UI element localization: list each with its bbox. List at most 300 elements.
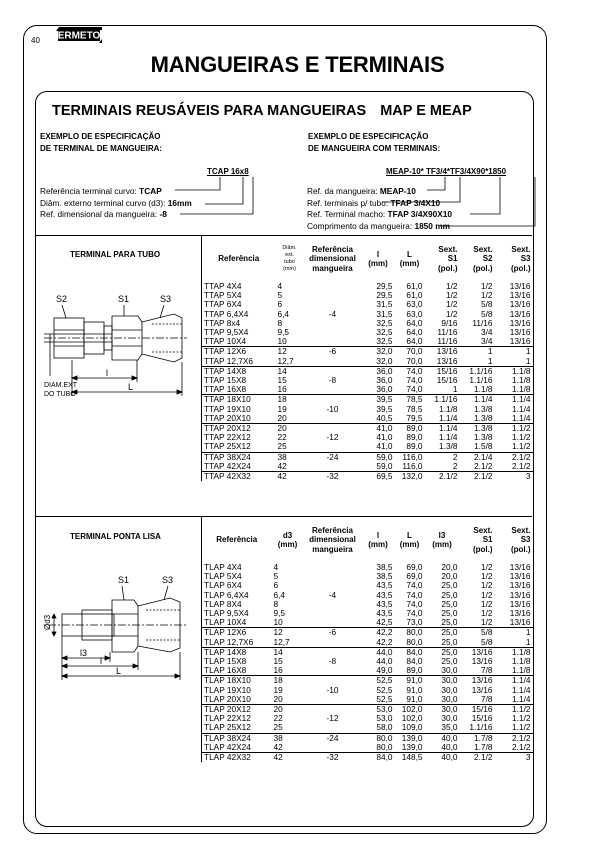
cell-value: 25,0: [425, 647, 460, 657]
cell-dim: -8: [328, 656, 337, 667]
cell-value: 1.1/2: [512, 713, 531, 724]
cell-value: 40,5: [376, 412, 393, 423]
cell-value: 1.1/4: [512, 693, 531, 704]
cell-value: 1/2: [445, 281, 458, 291]
cell-value: 11/16: [437, 327, 458, 338]
cell-ref: TLAP 9,5X4: [202, 609, 272, 618]
cell-value: 25,0: [441, 608, 458, 619]
example-right-code-text: MEAP-10* TF3/4*TF3/4X90*1850: [386, 167, 507, 176]
cell-value: 80,0: [395, 628, 425, 638]
cell-value: 1/2: [445, 308, 458, 319]
cell-value: 13/16: [509, 290, 531, 301]
table2-label: TERMINAL PONTA LISA: [70, 532, 161, 541]
cell-value: 1/2: [445, 299, 458, 310]
cell-value: 1.1/8: [512, 375, 531, 386]
cell-ref: TLAP 22X12: [202, 714, 272, 723]
cell-value: 58,0: [376, 722, 393, 733]
table-row: [202, 638, 533, 648]
example-right-line-3-value: TFAP 3/4X90X10: [387, 209, 452, 219]
cell-diam: 9,5: [277, 327, 290, 338]
cell-value: 69,5: [362, 472, 395, 482]
cell-ref: TTAP 10X4: [202, 337, 276, 347]
cell-value: 30,0: [425, 705, 460, 715]
cell-value: 32,5: [376, 336, 393, 347]
cell-value: 30,0: [441, 684, 458, 695]
cell-ref: TLAP 20X10: [202, 695, 272, 705]
cell-value: 15/16: [425, 366, 460, 376]
t2-h-l3-0: l3: [438, 530, 446, 540]
cell-ref: TTAP 9,5X4: [202, 328, 276, 337]
cell-value: 2.1/2: [495, 452, 533, 462]
t1-h-diam-0: Diâm.: [282, 245, 297, 251]
cell-value: 2.1/4: [460, 452, 495, 462]
cell-value: 11/16: [472, 317, 493, 328]
cell-value: 1: [495, 347, 533, 357]
draw1-label-s3: S3: [160, 294, 172, 304]
t2-h-s3-2: (pol.): [510, 544, 531, 554]
cell-ref: TTAP 8x4: [202, 319, 276, 328]
cell-value: 78,5: [395, 395, 425, 405]
t2-h-dim-2: mangueira: [312, 544, 353, 554]
draw1-label-l: l: [106, 368, 108, 378]
cell-value: 1.1/4: [512, 412, 531, 423]
t1-h-l-0: l: [376, 249, 380, 259]
cell-value: 40,0: [441, 741, 458, 752]
cell-value: 32,0: [362, 347, 395, 357]
cell-ref: TTAP 42X24: [202, 462, 276, 472]
cell-value: 1.1/4: [495, 395, 533, 405]
cell-value: 1.1/16: [460, 366, 495, 376]
cell-value: 148,5: [395, 753, 425, 763]
t1-h-s2-2: (pol.): [472, 263, 493, 273]
t2-h-s1: [460, 517, 495, 563]
cell-diam: 20: [272, 705, 304, 715]
cell-value: 42,5: [376, 617, 393, 628]
example-right-line-1-text: Ref. da mangueira:: [307, 186, 380, 196]
cell-ref: TLAP 8X4: [202, 600, 272, 609]
cell-diam: 38: [276, 452, 304, 462]
t1-h-diam-3: (mm): [283, 266, 296, 272]
cell-value: 5/8: [480, 636, 493, 647]
cell-value: 79,5: [406, 412, 423, 423]
cell-value: 102,0: [395, 705, 425, 715]
cell-value: 38,5: [376, 562, 393, 572]
cell-value: 61,0: [406, 281, 423, 291]
cell-dim: -4: [328, 589, 337, 600]
cell-value: 32,5: [376, 317, 393, 328]
cell-value: 15/16: [460, 705, 495, 715]
example-left-line-1-text: Referência terminal curvo:: [40, 186, 140, 196]
cell-diam: 16: [273, 665, 283, 676]
cell-value: 59,0: [376, 460, 393, 471]
cell-value: 13/16: [509, 299, 531, 310]
cell-value: 38,5: [376, 571, 393, 582]
cell-value: 1.5/8: [474, 441, 493, 452]
example-left-line-3-text: Ref. dimensional da mangueira:: [40, 209, 160, 219]
cell-dim: -6: [304, 347, 362, 357]
t2-h-dim: [304, 517, 362, 563]
cell-ref: TLAP 38X24: [202, 733, 272, 743]
cell-value: 1/2: [480, 598, 493, 609]
cell-value: 5/8: [460, 628, 495, 638]
panel-terminal-tubo: [36, 235, 532, 516]
t2-h-d3-1: (mm): [277, 540, 298, 549]
cell-value: 40,0: [425, 753, 460, 763]
cell-value: 13/16: [509, 571, 531, 582]
cell-value: 1/2: [480, 589, 493, 600]
t1-h-s1-0: Sext.: [438, 244, 458, 254]
cell-value: 1.1/2: [512, 441, 531, 452]
cell-value: 1: [495, 628, 533, 638]
cell-diam: 42: [273, 741, 283, 752]
t1-h-s1-1: S1: [447, 254, 458, 264]
cell-value: 25,0: [441, 617, 458, 628]
example-right-line-2-value: TFAP 3/4X10: [390, 198, 441, 208]
example-left-code-text: TCAP 16x8: [207, 167, 249, 176]
cell-value: 41,0: [376, 441, 393, 452]
t1-h-l-1: (mm): [368, 259, 388, 268]
cell-value: 36,0: [362, 366, 395, 376]
cell-value: 30,0: [441, 713, 458, 724]
cell-value: 1.1/16: [425, 395, 460, 405]
cell-ref: TLAP 5X4: [202, 572, 272, 581]
cell-ref: TLAP 16X8: [202, 666, 272, 676]
cell-diam: 15: [277, 375, 287, 386]
t2-h-L: [395, 517, 425, 563]
draw2-label-s3: S3: [162, 575, 174, 585]
cell-ref: TTAP 38X24: [202, 452, 276, 462]
cell-value: 3/4: [480, 327, 493, 338]
page-title: MANGUEIRAS E TERMINAIS: [150, 52, 445, 77]
draw2-label-d3: Ød3: [43, 614, 52, 630]
cell-diam: 22: [277, 432, 287, 443]
cell-value: 2.1/2: [495, 733, 533, 743]
cell-value: 35,0: [441, 722, 458, 733]
cell-dim: [304, 563, 362, 572]
cell-value: 32,0: [376, 355, 393, 366]
page-number: 40: [31, 36, 40, 45]
cell-value: 1.1/8: [495, 647, 533, 657]
cell-value: 1.3/8: [439, 441, 458, 452]
cell-value: 84,0: [406, 656, 423, 667]
t2-h-s1-2: (pol.): [472, 544, 493, 554]
t2-h-dim-0: Referência: [312, 525, 353, 535]
example-left-line-2-value: 16mm: [167, 198, 192, 208]
cell-value: 1.1/16: [469, 722, 493, 733]
cell-dim: -32: [304, 472, 362, 482]
cell-value: 116,0: [395, 452, 425, 462]
cell-value: 2.1/2: [425, 472, 460, 482]
example-left-line-3-value: -8: [159, 209, 167, 219]
cell-dim: -24: [304, 733, 362, 743]
cell-value: 61,0: [406, 290, 423, 301]
cell-value: 1: [525, 636, 531, 647]
cell-diam: 42: [277, 460, 287, 471]
cell-diam: 4: [273, 562, 279, 572]
cell-ref: TLAP 12X6: [202, 628, 272, 638]
cell-value: 11/16: [437, 336, 458, 347]
cell-value: 13/16: [509, 589, 531, 600]
t1-h-diam-1: ext.: [285, 252, 294, 258]
cell-value: 13/16: [460, 676, 495, 686]
cell-diam: 8: [273, 598, 279, 609]
cell-value: 3/4: [480, 336, 493, 347]
cell-diam: 38: [272, 733, 304, 743]
draw2-label-s1: S1: [118, 575, 130, 585]
cell-ref: TTAP 20X12: [202, 424, 276, 434]
cell-value: 64,0: [406, 327, 423, 338]
example-left-heading-1: EXEMPLO DE ESPECIFICAÇÃO: [40, 132, 161, 141]
cell-value: 13/16: [425, 347, 460, 357]
cell-diam: 15: [273, 656, 283, 667]
cell-diam: 18: [272, 676, 304, 686]
cell-ref: TTAP 6,4X4: [202, 310, 276, 319]
cell-ref: TTAP 6X4: [202, 300, 276, 309]
t2-h-l-1: (mm): [368, 540, 388, 549]
cell-value: 13/16: [509, 580, 531, 591]
cell-diam: 18: [276, 395, 304, 405]
cell-value: 80,0: [362, 733, 395, 743]
cell-diam: 19: [277, 403, 287, 414]
cell-value: 1.1/8: [495, 366, 533, 376]
cell-value: 13/16: [509, 327, 531, 338]
cell-value: 2: [452, 460, 458, 471]
cell-value: 25,0: [441, 589, 458, 600]
cell-value: 84,0: [395, 647, 425, 657]
cell-value: 7/8: [480, 693, 493, 704]
cell-value: 29,5: [376, 281, 393, 291]
cell-value: 5/8: [480, 299, 493, 310]
t1-h-s2-0: Sext.: [473, 244, 493, 254]
cell-value: 13/16: [509, 336, 531, 347]
cell-value: 78,5: [406, 403, 423, 414]
cell-value: 1: [452, 384, 458, 395]
cell-value: 73,0: [406, 617, 423, 628]
draw2-label-l3: l3: [80, 648, 88, 658]
cell-value: 42,2: [376, 636, 393, 647]
draw1-label-tubo: DO TUBO: [44, 391, 76, 398]
t2-h-ref: Referência: [202, 517, 272, 563]
cell-value: 30,0: [441, 693, 458, 704]
cell-ref: TTAP 15X8: [202, 376, 276, 385]
cell-dim: [304, 572, 362, 581]
t2-h-l-0: l: [376, 530, 380, 540]
cell-dim: -8: [328, 375, 337, 386]
cell-ref: TLAP 19X10: [202, 686, 272, 695]
cell-diam: 25: [273, 722, 283, 733]
cell-ref: TLAP 42X32: [202, 753, 272, 763]
cell-dim: [304, 723, 362, 733]
cell-diam: 12: [276, 347, 304, 357]
cell-value: 1.1/4: [460, 395, 495, 405]
cell-value: 1.3/8: [474, 412, 493, 423]
cell-value: 102,0: [401, 713, 423, 724]
example-right-line-3-text: Ref. Terminal macho:: [307, 209, 388, 219]
cell-value: 43,5: [376, 608, 393, 619]
cell-ref: TLAP 18X10: [202, 676, 272, 686]
cell-value: 63,0: [406, 308, 423, 319]
cell-diam: 14: [276, 366, 304, 376]
cell-diam: 42: [276, 472, 304, 482]
t1-h-ref: Referência: [202, 236, 276, 282]
cell-diam: 22: [273, 713, 283, 724]
cell-value: 42,2: [362, 628, 395, 638]
cell-value: 44,0: [362, 647, 395, 657]
cell-ref: TLAP 25X12: [202, 723, 272, 733]
cell-value: 69,0: [406, 571, 423, 582]
cell-value: 36,0: [376, 375, 393, 386]
cell-value: 7/8: [480, 665, 493, 676]
cell-value: 84,0: [362, 753, 395, 763]
cell-value: 1.1/2: [512, 722, 531, 733]
t1-h-s2-1: S2: [482, 254, 493, 264]
cell-value: 80,0: [376, 741, 393, 752]
cell-value: 1/2: [480, 281, 493, 291]
cell-diam: 25: [277, 441, 287, 452]
cell-value: 44,0: [376, 656, 393, 667]
cell-diam: 6: [273, 580, 279, 591]
t1-h-dim-2: mangueira: [312, 263, 353, 273]
cell-value: 74,0: [395, 366, 425, 376]
t2-h-s3: [495, 517, 533, 563]
cell-value: 1: [460, 347, 495, 357]
cell-dim: -4: [328, 308, 337, 319]
t1-h-L-1: (mm): [399, 259, 420, 268]
cell-value: 41,0: [362, 424, 395, 434]
cell-value: 89,0: [406, 432, 423, 443]
cell-value: 1.7/8: [474, 741, 493, 752]
cell-diam: 5: [277, 290, 283, 301]
cell-value: 29,5: [376, 290, 393, 301]
t2-h-s3-1: S3: [520, 535, 531, 545]
cell-value: 1.3/8: [474, 403, 493, 414]
cell-ref: TTAP 4X4: [202, 282, 276, 291]
cell-diam: 20: [276, 424, 304, 434]
cell-value: 39,5: [362, 395, 395, 405]
cell-ref: TTAP 18X10: [202, 395, 276, 405]
example-right-line-4-value: 1850 mm: [414, 221, 450, 231]
cell-value: 91,0: [395, 676, 425, 686]
cell-value: 1/2: [480, 617, 493, 628]
cell-diam: 6,4: [273, 589, 286, 600]
cell-ref: TTAP 14X8: [202, 366, 276, 376]
draw1-label-L: L: [128, 382, 134, 392]
cell-value: 1.1/8: [439, 403, 458, 414]
t2-h-s3-0: Sext.: [511, 525, 531, 535]
cell-value: 31,5: [376, 299, 393, 310]
cell-value: 15/16: [471, 713, 493, 724]
cell-value: 1.1/2: [495, 705, 533, 715]
cell-value: 1.1/8: [512, 665, 531, 676]
cell-ref: TLAP 15X8: [202, 657, 272, 666]
example-right-line-1-value: MEAP-10: [379, 186, 416, 196]
cell-value: 1.1/2: [495, 424, 533, 434]
cell-value: 139,0: [401, 741, 423, 752]
cell-value: 43,5: [376, 598, 393, 609]
cell-value: 36,0: [376, 384, 393, 395]
draw1-label-s1: S1: [118, 294, 130, 304]
section-title-text: TERMINAIS REUSÁVEIS PARA MANGUEIRAS: [52, 103, 367, 119]
t1-h-s1-2: (pol.): [437, 263, 458, 273]
cell-value: 2.1/2: [460, 753, 495, 763]
t1-h-s3-2: (pol.): [510, 263, 531, 273]
cell-diam: 10: [273, 617, 283, 628]
example-right-heading-2: DE MANGUEIRA COM TERMINAIS:: [308, 144, 441, 153]
cell-value: 1.1/16: [469, 375, 493, 386]
cell-dim: -12: [326, 713, 339, 724]
cell-diam: 20: [277, 412, 287, 423]
cell-value: 25,0: [441, 598, 458, 609]
cell-value: 89,0: [406, 665, 423, 676]
cell-value: 9/16: [441, 317, 458, 328]
cell-value: 74,0: [406, 580, 423, 591]
cell-value: 30,0: [425, 676, 460, 686]
table1-label: TERMINAL PARA TUBO: [70, 250, 161, 259]
cell-value: 2.1/2: [512, 460, 531, 471]
cell-value: 1.1/8: [512, 656, 531, 667]
example-right-line-2-text: Ref. terminais p/ tubo:: [307, 198, 391, 208]
cell-ref: TTAP 12X6: [202, 347, 276, 357]
t2-h-d3-0: d3: [282, 530, 293, 540]
cell-value: 13/16: [436, 355, 458, 366]
cell-value: 1.1/4: [439, 432, 458, 443]
cell-diam: 12,7: [273, 636, 290, 647]
cell-value: 1.1/4: [512, 403, 531, 414]
cell-value: 32,5: [376, 327, 393, 338]
t1-h-dim-0: Referência: [312, 244, 353, 254]
cell-value: 13/16: [509, 598, 531, 609]
cell-value: 25,0: [441, 580, 458, 591]
cell-value: 1.1/8: [474, 384, 493, 395]
cell-dim: -10: [326, 684, 339, 695]
cell-diam: 14: [272, 647, 304, 657]
cell-value: 2.1/2: [460, 472, 495, 482]
cell-value: 2: [425, 452, 460, 462]
cell-dim: [304, 600, 362, 609]
cell-ref: TLAP 12,7X6: [202, 638, 272, 648]
cell-ref: TLAP 10X4: [202, 618, 272, 628]
cell-value: 63,0: [406, 299, 423, 310]
cell-value: 20,0: [441, 562, 458, 572]
cell-value: 25,0: [441, 636, 458, 647]
cell-ref: TTAP 25X12: [202, 442, 276, 452]
cell-value: 74,0: [406, 608, 423, 619]
t1-h-s3-1: S3: [520, 254, 531, 264]
cell-ref: TTAP 16X8: [202, 385, 276, 395]
table-row: [202, 723, 533, 733]
cell-value: 39,5: [376, 403, 393, 414]
cell-value: 1/2: [480, 580, 493, 591]
cell-dim: -32: [304, 753, 362, 763]
cell-diam: 10: [277, 336, 287, 347]
example-left-line-2-text: Diâm. externo terminal curvo (d3):: [40, 198, 168, 208]
cell-diam: 9,5: [273, 608, 286, 619]
example-right-heading-1: EXEMPLO DE ESPECIFICAÇÃO: [308, 132, 429, 141]
cell-value: 1/2: [480, 571, 493, 582]
cell-value: 53,0: [362, 705, 395, 715]
draw2-label-L: L: [116, 666, 122, 676]
t1-h-dim-1: dimensional: [309, 254, 356, 264]
cell-value: 25,0: [441, 656, 458, 667]
cell-value: 109,0: [401, 722, 423, 733]
cell-value: 1/2: [480, 290, 493, 301]
cell-dim: [304, 666, 362, 676]
cell-value: 5/8: [480, 308, 493, 319]
t2-h-l: [362, 517, 395, 563]
cell-value: 20,0: [441, 571, 458, 582]
cell-dim: [304, 695, 362, 705]
t2-h-l3: [425, 517, 460, 563]
